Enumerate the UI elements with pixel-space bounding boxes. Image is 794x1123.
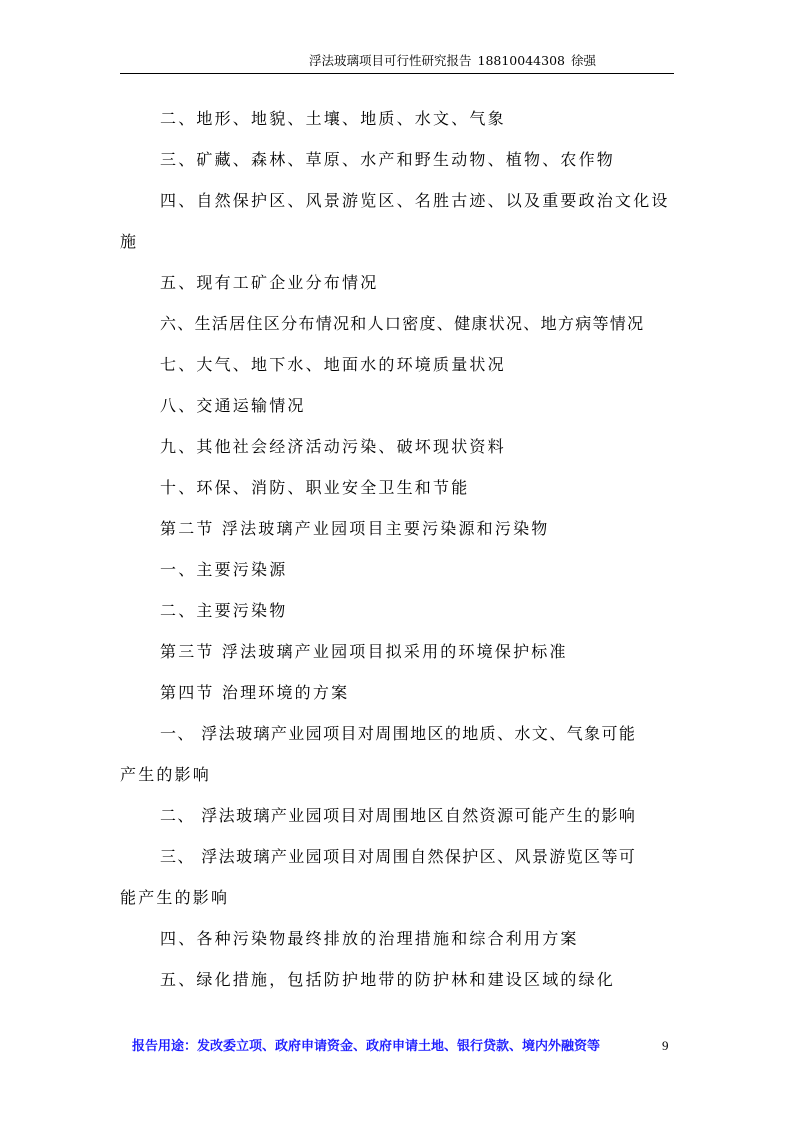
document-body	[120, 98, 674, 1000]
list-item: 八、交通运输情况	[160, 396, 306, 415]
header-phone: 18810044308	[477, 53, 565, 68]
header-name: 徐强	[570, 53, 596, 68]
list-item: 三、 浮法玻璃产业园项目对周围自然保护区、风景游览区等可	[160, 847, 637, 866]
list-item: 三、矿藏、森林、草原、水产和野生动物、植物、农作物	[160, 150, 616, 169]
list-item-continuation: 能产生的影响	[120, 888, 230, 907]
list-item: 五、现有工矿企业分布情况	[160, 273, 379, 292]
list-item: 六、生活居住区分布情况和人口密度、健康状况、地方病等情况	[160, 314, 645, 333]
page-header	[120, 54, 674, 74]
list-item: 一、主要污染源	[160, 560, 288, 579]
section-heading: 第四节 治理环境的方案	[160, 683, 350, 702]
list-item-continuation: 施	[120, 232, 139, 251]
list-item: 二、地形、地貌、土壤、地质、水文、气象	[160, 109, 506, 128]
report-usage-footer: 报告用途：发改委立项、政府申请资金、政府申请土地、银行贷款、境内外融资等	[132, 1039, 601, 1054]
list-item: 九、其他社会经济活动污染、破坏现状资料	[160, 437, 506, 456]
page-number: 9	[662, 1038, 669, 1053]
section-heading: 第二节 浮法玻璃产业园项目主要污染源和污染物	[160, 519, 550, 538]
list-item: 一、 浮法玻璃产业园项目对周围地区的地质、水文、气象可能	[160, 724, 637, 743]
list-item: 二、主要污染物	[160, 601, 288, 620]
list-item: 四、自然保护区、风景游览区、名胜古迹、以及重要政治文化设	[160, 191, 670, 210]
list-item: 四、各种污染物最终排放的治理措施和综合利用方案	[160, 929, 579, 948]
list-item-continuation: 产生的影响	[120, 765, 212, 784]
section-heading: 第三节 浮法玻璃产业园项目拟采用的环境保护标准	[160, 642, 568, 661]
list-item: 十、环保、消防、职业安全卫生和节能	[160, 478, 470, 497]
header-title: 浮法玻璃项目可行性研究报告	[308, 53, 472, 68]
list-item: 七、大气、地下水、地面水的环境质量状况	[160, 355, 506, 374]
list-item: 二、 浮法玻璃产业园项目对周围地区自然资源可能产生的影响	[160, 806, 637, 825]
list-item: 五、绿化措施，包括防护地带的防护林和建设区域的绿化	[160, 970, 616, 989]
